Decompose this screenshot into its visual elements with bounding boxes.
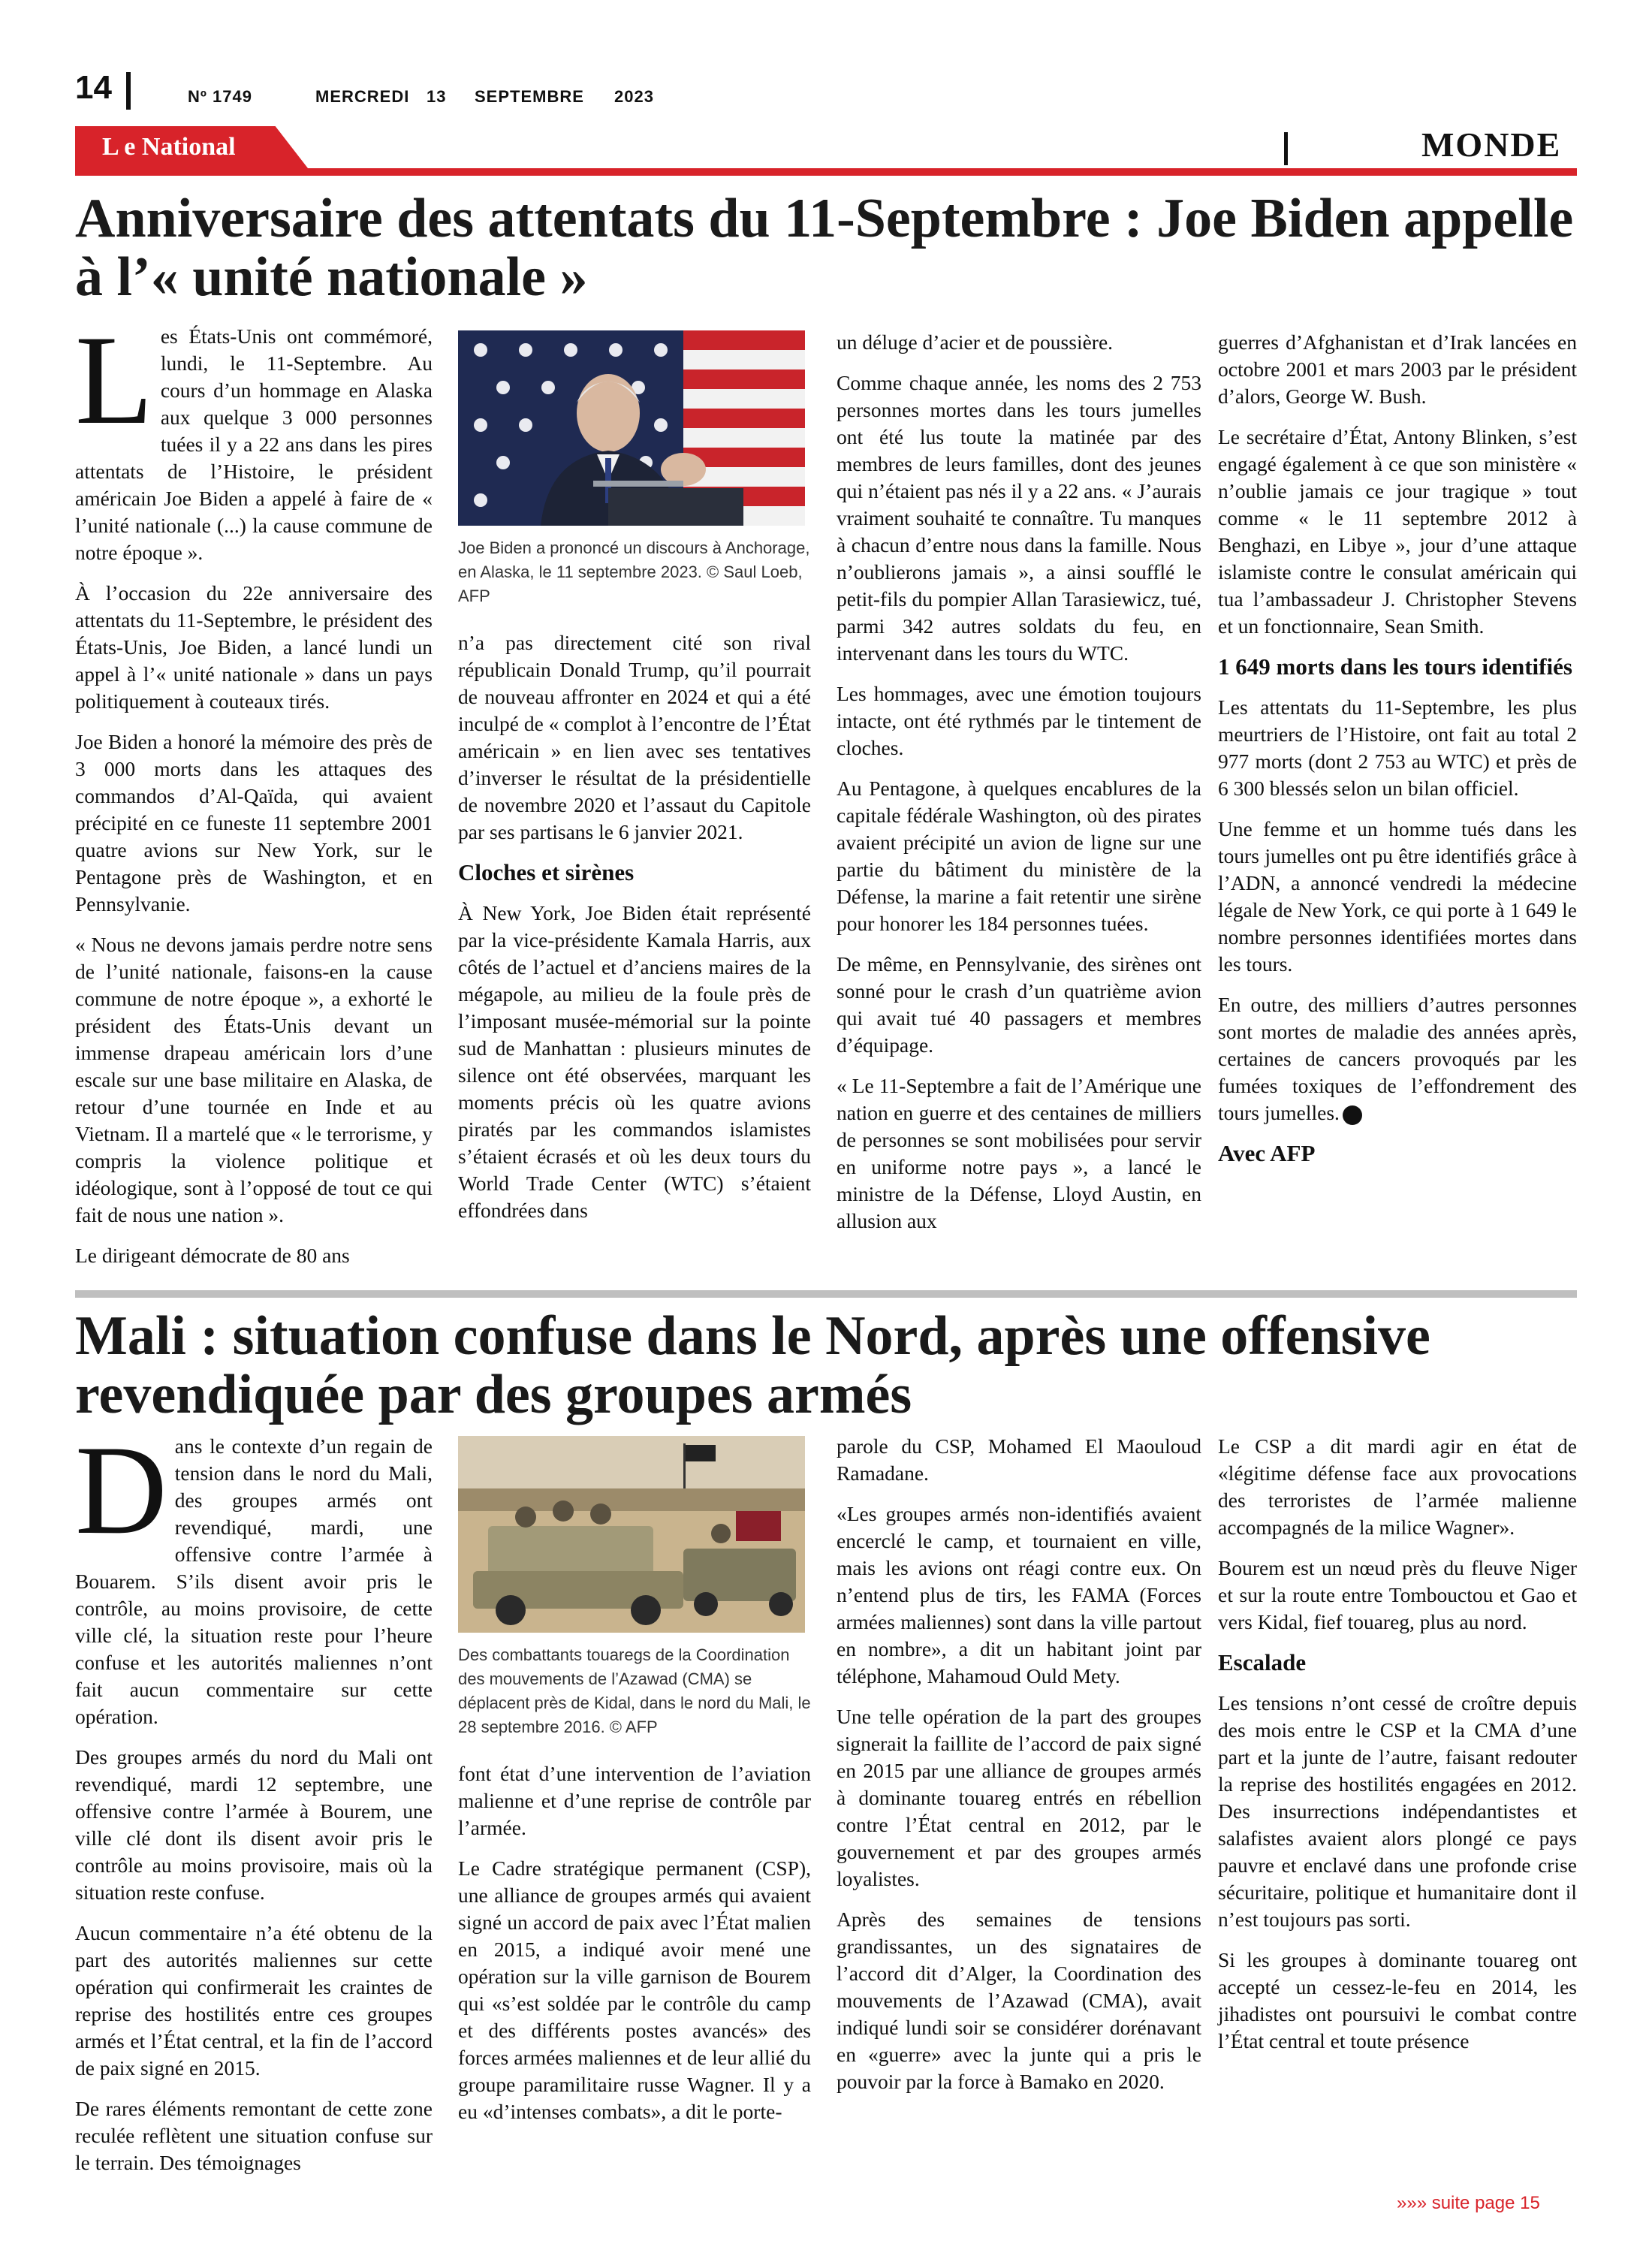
issue-month: SEPTEMBRE (475, 87, 584, 106)
article1-subhead-morts: 1 649 morts dans les tours identifiés (1218, 653, 1572, 680)
article2-paragraph: De rares éléments remontant de cette zone reculée reflètent une situation confuse sur le terrain. Des témoignages (75, 2097, 433, 2174)
section-divider (1284, 132, 1288, 165)
article2-headline-wrap (75, 1307, 1577, 1424)
flag-speaker-illustration (458, 330, 805, 526)
page-number: 14 (75, 69, 112, 106)
article2-paragraph: Des groupes armés du nord du Mali ont revendiqué, mardi 12 septembre, une offensive contre l’armée à Bourem, une ville clé dont ils disent avoir pris le contrôle au moins provisoire, mais où la situation reste confuse. (75, 1745, 433, 1904)
issue-year: 2023 (614, 87, 654, 106)
article1-dropcap: L (75, 309, 153, 451)
section-title: MONDE (1421, 125, 1562, 164)
issue-day: MERCREDI (315, 87, 410, 106)
article1-col2 (458, 330, 811, 1277)
article2-col4 (1218, 1433, 1577, 2184)
biden-photo-caption: Joe Biden a prononcé un discours à Anchorage, en Alaska, le 11 septembre 2023. © Saul Loeb, AFP (458, 538, 810, 605)
header-divider (126, 72, 131, 110)
article1-col1 (75, 309, 433, 1277)
article2-paragraph: «Les groupes armés non-identifiés avaient encerclé le camp, et tournaient en ville, mais les avions ont réagi contre eux. On n’entend plus de tirs, les FAMA (Forces armées maliennes) sont dans la ville partout en nombre», a dit un habitant joint par téléphone, Mahamoud Ould Mety. (837, 1502, 1201, 1687)
article2-col3 (837, 1433, 1201, 2184)
article1-paragraph: Le dirigeant démocrate de 80 ans (75, 1244, 350, 1267)
article1-paragraph: guerres d’Afghanistan et d’Irak lancées en octobre 2001 et mars 2003 par le président d’alors, George W. Bush. (1218, 330, 1577, 408)
article2-paragraph: ans le contexte d’un regain de tension dans le nord du Mali, des groupes armés ont revendiqué, mardi, une offensive contre l’armée à Bouarem. S’ils disent avoir pris le contrôle, au moins provisoire, de cette ville clé, la situation reste pour l’heure confuse et les autorités maliennes n’ont fait aucun commentaire sur cette opération. (75, 1434, 433, 1728)
article2-paragraph: Le Cadre stratégique permanent (CSP), une alliance de groupes armés qui avaient signé un accord de paix avec l’État malien en 2015, a indiqué avoir mené une opération sur la ville garnison de Bourem qui «s’est soldée par le contrôle du camp et des différents postes avancés» des forces armées maliennes et de leur allié du groupe paramilitaire russe Wagner. Il y a eu «d’intenses combats», a dit le porte- (458, 1856, 811, 2123)
article2-paragraph: Bourem est un nœud près du fleuve Niger et sur la route entre Tombouctou et Gao et vers Kidal, fief touareg, plus au nord. (1218, 1556, 1577, 1633)
article2-paragraph: Aucun commentaire n’a été obtenu de la part des autorités maliennes sur cette opération qui confirmerait les craintes de reprise des hostilités entre ces groupes armés et l’État central, et la fin de l’accord de paix signé en 2015. (75, 1921, 433, 2080)
article2-paragraph: font état d’une intervention de l’aviation malienne et d’une reprise de contrôle par l’armée. (458, 1762, 811, 1839)
article1-paragraph: Le secrétaire d’État, Antony Blinken, s’est engagé également à ce que son ministère « n’oublie jamais ce jour tragique » tout comme « le 11 septembre 2012 à Benghazi, en Libye », jour d’une attaque islamiste contre le consulat américain qui tua l’ambassadeur J. Christopher Stevens et un fonctionnaire, Sean Smith. (1218, 425, 1577, 638)
desert-vehicles-illustration (458, 1436, 805, 1633)
article2-dropcap: D (75, 1419, 167, 1561)
article1-subhead-cloches: Cloches et sirènes (458, 859, 635, 885)
article1-headline-wrap (75, 189, 1577, 306)
article1-col4 (1218, 329, 1577, 1283)
mali-photo (458, 1436, 805, 1633)
article1-paragraph: Les attentats du 11-Septembre, les plus meurtriers de l’Histoire, ont fait au total 2 977 morts (dont 2 753 au WTC) et près de 6 300 blessés selon un bilan officiel. (1218, 695, 1577, 800)
article1-paragraph: Comme chaque année, les noms des 2 753 personnes mortes dans les tours jumelles ont été lus toute la matinée par des membres de leurs familles, dont des jeunes qui n’étaient pas nés il y a 22 ans. « J’aurais vraiment souhaité te connaître. Tu manques à chacun d’entre nous dans la famille. Nous n’oublierons jamais », a ainsi soufflé le petit-fils du pompier Allan Tarasiewicz, tué, parmi 342 autres soldats du feu, en intervenant dans les tours du WTC. (837, 371, 1201, 665)
article2-paragraph: parole du CSP, Mohamed El Maouloud Ramadane. (837, 1434, 1201, 1485)
mali-photo-caption: Des combattants touaregs de la Coordination des mouvements de l’Azawad (CMA) se déplacent près de Kidal, dans le nord du Mali, le 28 septembre 2016. © AFP (458, 1645, 811, 1736)
article1-credit: Avec AFP (1218, 1140, 1316, 1166)
article1-paragraph: « Nous ne devons jamais perdre notre sens de l’unité nationale, faisons-en la cause commune de notre époque », a exhorté le président des États-Unis devant un immense drapeau américain lors d’une escale sur une base militaire en Alaska, de retour d’une tournée en Inde et au Vietnam. Il a martelé que « le terrorisme, y compris la violence politique et idéologique, sont à l’opposé de tout ce qui fait de nous une nation ». (75, 933, 433, 1226)
brand-label: L e National (102, 133, 236, 161)
article1-paragraph: Les hommages, avec une émotion toujours intacte, ont été rythmés par le tintement de cloches. (837, 682, 1201, 759)
article1-paragraph: n’a pas directement cité son rival républicain Donald Trump, qu’il pourrait de nouveau affronter en 2024 et qui a été inculpé de « complot à l’encontre de l’État américain » en lien avec ses tentatives d’inverser le résultat de la présidentielle de novembre 2020 et l’assaut du Capitole par ses partisans le 6 janvier 2021. (458, 631, 811, 843)
article2-paragraph: Le CSP a dit mardi agir en état de «légitime défense face aux provocations des terroristes de l’armée malienne accompagnés de la milice Wagner». (1218, 1434, 1577, 1539)
article1-paragraph: À New York, Joe Biden était représenté par la vice-présidente Kamala Harris, aux côtés de l’actuel et d’anciens maires de la mégapole, au milieu de la foule près de l’imposant musée-mémorial sur la pointe sud de Manhattan : plusieurs minutes de silence ont été observées, marquant les moments précis où les quatre avions piratés par les commandos islamistes s’étaient écrasés et où les deux tours du World Trade Center (WTC) s’étaient effondrées dans (458, 901, 811, 1222)
continued-link[interactable]: »»» suite page 15 (1397, 2193, 1540, 2213)
article2-paragraph: Une telle opération de la part des groupes signerait la faillite de l’accord de paix signé en 2015 par une alliance de groupes armés à dominante touareg entrés en rébellion contre l’État central en 2012, par le gouvernement et par des groupes armés loyalistes. (837, 1705, 1201, 1890)
article1-paragraph: De même, en Pennsylvanie, des sirènes ont sonné pour le crash d’un quatrième avion qui avait tué 40 passagers et membres d’équipage. (837, 952, 1201, 1057)
article2-paragraph: Les tensions n’ont cessé de croître depuis des mois entre le CSP et la CMA d’une part et la junte de l’autre, faisant redouter la reprise des hostilités engagées en 2012. Des insurrections indépendantistes et salafistes avaient alors plongé ce pays pauvre et enclavé dans une profonde crise sécuritaire, politique et humanitaire dont il n’est toujours pas sorti. (1218, 1691, 1577, 1931)
article2-subhead-escalade: Escalade (1218, 1649, 1307, 1675)
end-mark-icon (1343, 1105, 1362, 1125)
biden-photo (458, 330, 805, 526)
article1-paragraph: En outre, des milliers d’autres personnes sont mortes de maladie des années après, certaines de cancers provoqués par les fumées toxiques de l’effondrement des tours jumelles. (1218, 993, 1577, 1124)
issue-date-num: 13 (427, 87, 447, 106)
article1-col3 (837, 329, 1201, 1277)
article1-paragraph: es États-Unis ont commémoré, lundi, le 11-Septembre. Au cours d’un hommage en Alaska aux quelque 3 000 personnes tuées il y a 22 ans dans les pires attentats de l’Histoire, le président américain Joe Biden a appelé à faire de « l’unité nationale (...) la cause commune de notre époque ». (75, 324, 433, 564)
article1-paragraph: Une femme et un homme tués dans les tours jumelles ont pu être identifiés grâce à l’ADN, a annoncé vendredi la médecine légale de New York, ce qui porte à 1 649 le nombre personnes identifiées mortes dans les tours. (1218, 817, 1577, 976)
article1-headline: Anniversaire des attentats du 11-Septembre : Joe Biden appelle à l’« unité nationale » (75, 188, 1574, 308)
article1-paragraph: Au Pentagone, à quelques encablures de la capitale fédérale Washington, où des pirates avaient précipité un avion de ligne sur une partie du bâtiment du ministère de la Défense, la marine a fait retentir une sirène pour honorer les 184 personnes tuées. (837, 777, 1201, 935)
article2-paragraph: Si les groupes à dominante touareg ont accepté un cessez-le-feu en 2014, les jihadistes ont poursuivi le combat contre l’État central et toute présence (1218, 1948, 1577, 2052)
issue-number: Nº 1749 (188, 87, 252, 106)
header-red-rule (75, 168, 1577, 176)
article2-paragraph: Après des semaines de tensions grandissantes, un des signataires de l’accord dit d’Alger, la Coordination des mouvements de l’Azawad (CMA), avait indiqué lundi soir se considérer dorénavant en «guerre» avec la junte qui a pris le pouvoir par la force à Bamako en 2020. (837, 1908, 1201, 2093)
article2-headline: Mali : situation confuse dans le Nord, après une offensive revendiquée par des groupes armés (75, 1305, 1430, 1425)
article1-paragraph: un déluge d’acier et de poussière. (837, 330, 1114, 354)
article2-col1 (75, 1419, 433, 2184)
article2-col2 (458, 1436, 811, 2187)
article-separator (75, 1290, 1577, 1298)
article1-paragraph: Joe Biden a honoré la mémoire des près de 3 000 morts dans les attaques des commandos d’Al-Qaïda, qui avaient précipité en ce funeste 11 septembre 2001 quatre avions sur New York, sur le Pentagone près de Washington, et en Pennsylvanie. (75, 730, 433, 915)
article1-paragraph: « Le 11-Septembre a fait de l’Amérique une nation en guerre et des centaines de milliers de personnes se sont mobilisées pour servir en uniforme notre pays », a lancé le ministre de la Défense, Lloyd Austin, en allusion aux (837, 1074, 1201, 1232)
article1-paragraph: À l’occasion du 22e anniversaire des attentats du 11-Septembre, le président des États-Unis, Joe Biden, a lancé lundi un appel à l’« unité nationale » dans un pays politiquement à couteaux tirés. (75, 581, 433, 713)
